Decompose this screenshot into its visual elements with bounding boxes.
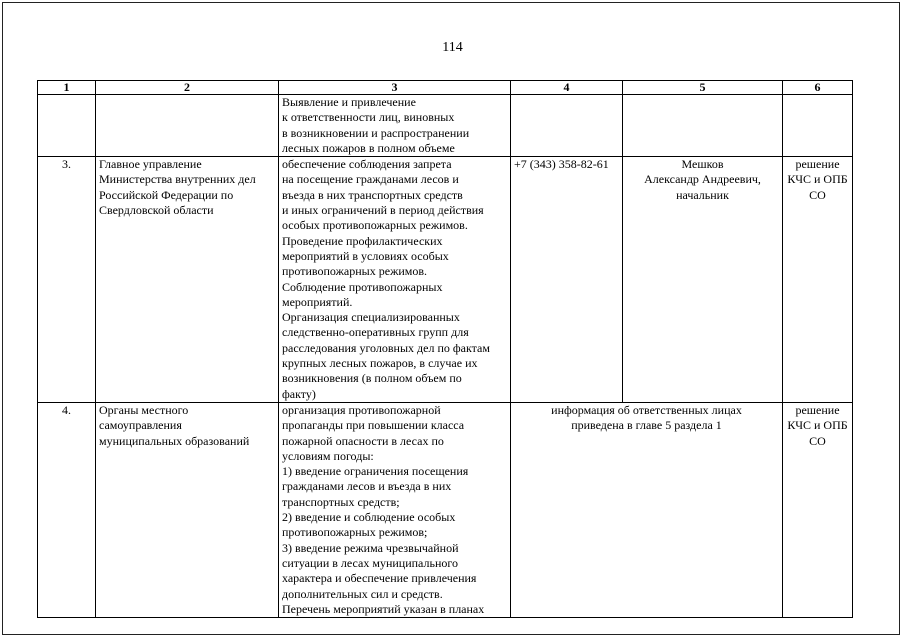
column-header-2: 2 — [96, 81, 279, 95]
cell-person — [623, 95, 783, 157]
cell-phone — [511, 95, 623, 157]
page-number: 114 — [442, 40, 463, 55]
column-header-6: 6 — [783, 81, 853, 95]
cell-measures: Выявление и привлечение к ответственности лиц, виновных в возникновении и распространении лесных пожаров в полном объеме — [279, 95, 511, 157]
column-header-1: 1 — [38, 81, 96, 95]
responsible-person-cell: Мешков Александр Андреевич, начальник — [623, 157, 783, 403]
column-header-4: 4 — [511, 81, 623, 95]
basis-cell: решение КЧС и ОПБ СО — [783, 402, 853, 617]
cell-org — [96, 95, 279, 157]
table-row-continued — [38, 95, 853, 157]
organization-cell: Органы местного самоуправления муниципальных образований — [96, 402, 279, 617]
row-number: 4. — [38, 402, 96, 617]
basis-cell: решение КЧС и ОПБ СО — [783, 157, 853, 403]
cell-num — [38, 95, 96, 157]
table-row-4 — [38, 402, 853, 617]
header-row — [38, 81, 853, 95]
row-number: 3. — [38, 157, 96, 403]
table-row-3 — [38, 157, 853, 403]
column-header-3: 3 — [279, 81, 511, 95]
measures-cell: организация противопожарной пропаганды при повышении класса пожарной опасности в лесах по условиям погоды: 1) введение ограничения посещения гражданами лесов и въезда в них транспортных средств; 2) введение и соблюдение особых противопожарных режимов; 3) введение режима чрезвычайной ситуации в лесах муниципального характера и обеспечение привлечения дополнительных сил и средств. Перечень мероприятий указан в планах — [279, 402, 511, 617]
cell-basis — [783, 95, 853, 157]
contact-info-cell: информация об ответственных лицах приведена в главе 5 раздела 1 — [511, 402, 783, 617]
column-header-5: 5 — [623, 81, 783, 95]
measures-cell: обеспечение соблюдения запрета на посещение гражданами лесов и въезда в них транспортных средств и иных ограничений в период действия особых противопожарных режимов. Проведение профилактических мероприятий в условиях особых противопожарных режимов. Соблюдение противопожарных мероприятий. Организация специализированных следственно-оперативных групп для расследования уголовных дел по фактам крупных лесных пожаров, в случае их возникновения (в полном объем по факту) — [279, 157, 511, 403]
document-table — [37, 80, 853, 618]
organization-cell: Главное управление Министерства внутренних дел Российской Федерации по Свердловской области — [96, 157, 279, 403]
phone-cell: +7 (343) 358-82-61 — [511, 157, 623, 403]
